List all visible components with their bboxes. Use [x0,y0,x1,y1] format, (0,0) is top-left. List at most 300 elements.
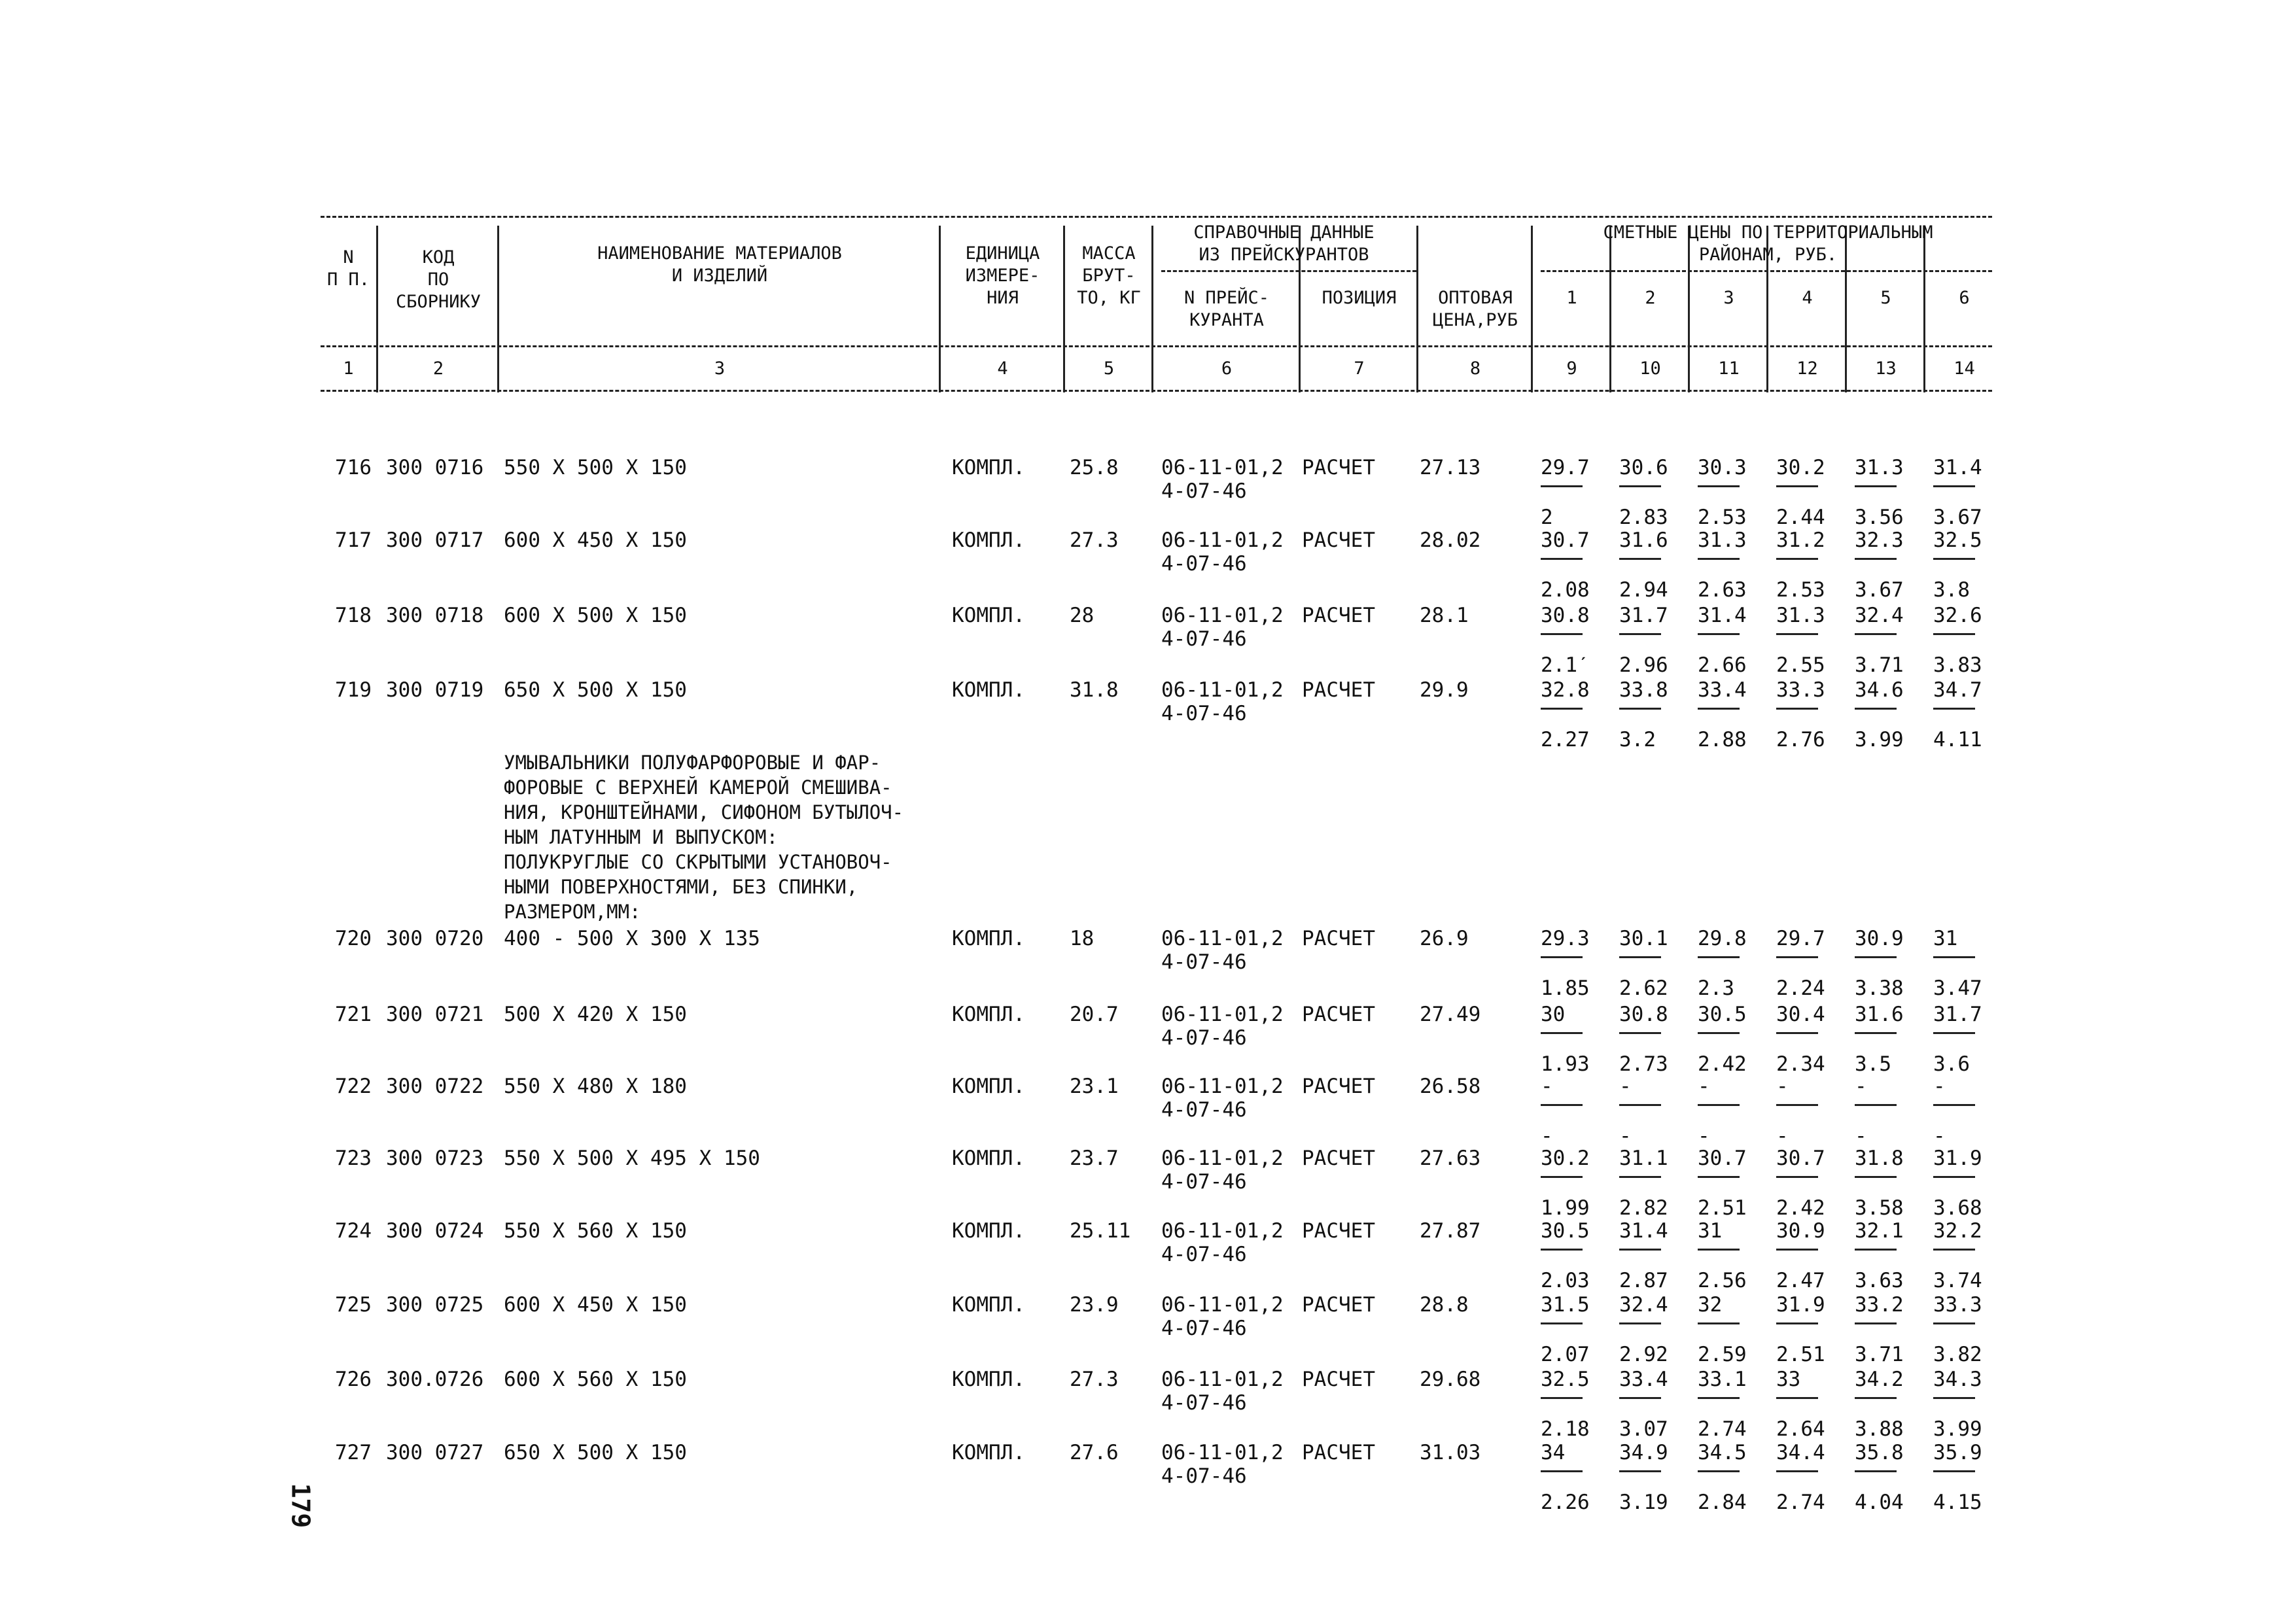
row-unit: КОМПЛ. [952,1075,1025,1098]
region-price-2: 3.68 [1933,1196,1982,1220]
region-price: 30.5 [1541,1219,1590,1243]
row-number: 725 [335,1293,372,1317]
row-mass: 27.6 [1070,1441,1119,1464]
region-price: 33.8 [1619,678,1668,702]
header-ref-data: ИЗ ПРЕЙСКУРАНТОВ [1199,245,1369,265]
fraction-bar [1855,1397,1897,1399]
region-price: 30.2 [1776,456,1825,479]
row-pricelist: 06-11-01,2 [1161,1441,1284,1464]
region-price-2: 2.74 [1776,1491,1825,1514]
header-name: НАИМЕНОВАНИЕ МАТЕРИАЛОВ [597,243,842,264]
fraction-bar [1933,1470,1975,1472]
fraction-bar [1698,1397,1740,1399]
row-mass: 23.7 [1070,1147,1119,1170]
fraction-bar [1776,1104,1818,1106]
fraction-bar [1619,1322,1661,1324]
region-price: 30.9 [1776,1219,1825,1243]
region-price: 32.5 [1541,1368,1590,1391]
row-wholesale-price: 31.03 [1420,1441,1481,1464]
region-price-2: 1.85 [1541,976,1590,1000]
row-mass: 23.9 [1070,1293,1119,1317]
header-column-number: 7 [1354,358,1365,379]
region-price-2: 2.83 [1619,506,1668,529]
row-name: 600 X 500 X 150 [504,604,687,627]
region-price: 32.4 [1619,1293,1668,1317]
header-regions: СМЕТНЫЕ ЦЕНЫ ПО ТЕРРИТОРИАЛЬНЫМ [1603,222,1933,243]
header-column-number: 4 [997,358,1008,379]
row-position: РАСЧЕТ [1302,1003,1375,1026]
fraction-bar [1855,485,1897,487]
region-price-2: 2.87 [1619,1269,1668,1292]
row-pricelist-2: 4-07-46 [1161,479,1247,503]
fraction-bar [1619,485,1661,487]
header-code: СБОРНИКУ [395,292,482,312]
header-unit: НИЯ [987,288,1019,308]
row-name: 550 X 560 X 150 [504,1219,687,1243]
region-price-2: 3.19 [1619,1491,1668,1514]
fraction-bar [1933,485,1975,487]
region-price: - [1698,1075,1710,1098]
row-name: 600 X 560 X 150 [504,1368,687,1391]
fraction-bar [1619,558,1661,560]
region-price-2: 2.34 [1776,1052,1825,1076]
region-price: 30.2 [1541,1147,1590,1170]
row-number: 719 [335,678,372,702]
header-pricelist: КУРАНТА [1189,310,1264,330]
row-position: РАСЧЕТ [1302,1293,1375,1317]
fraction-bar [1776,1397,1818,1399]
region-price-2: 3.07 [1619,1417,1668,1441]
row-mass: 25.8 [1070,456,1119,479]
region-price: 32.2 [1933,1219,1982,1243]
region-price-2: - [1698,1124,1710,1148]
region-price-2: 3.38 [1855,976,1904,1000]
row-position: РАСЧЕТ [1302,678,1375,702]
region-price: 32.4 [1855,604,1904,627]
fraction-bar [1776,633,1818,635]
region-price-2: 3.71 [1855,653,1904,677]
row-pricelist: 06-11-01,2 [1161,528,1284,552]
row-code: 300 0727 [386,1441,484,1464]
header-column-number: 8 [1469,358,1481,379]
region-price: 30.7 [1698,1147,1747,1170]
region-price: 29.8 [1698,927,1747,950]
header-region-num: 3 [1723,288,1734,308]
fraction-bar [1855,1032,1897,1034]
region-price-2: 1.93 [1541,1052,1590,1076]
row-code: 300 0718 [386,604,484,627]
region-price: 31.1 [1619,1147,1668,1170]
fraction-bar [1776,558,1818,560]
row-code: 300 0721 [386,1003,484,1026]
fraction-bar [1619,1176,1661,1178]
header-code: ПО [427,269,449,290]
header-column-number: 5 [1103,358,1115,379]
fraction-bar [1933,558,1975,560]
region-price-2: 2.42 [1698,1052,1747,1076]
region-price-2: 3.58 [1855,1196,1904,1220]
row-wholesale-price: 27.87 [1420,1219,1481,1243]
fraction-bar [1698,1470,1740,1472]
region-price: 33.3 [1776,678,1825,702]
row-name: 550 X 500 X 495 X 150 [504,1147,760,1170]
fraction-bar [1855,956,1897,958]
region-price: 30.7 [1776,1147,1825,1170]
fraction-bar [1855,1176,1897,1178]
region-price: 31.3 [1776,604,1825,627]
region-price: 30.5 [1698,1003,1747,1026]
row-name: 650 X 500 X 150 [504,1441,687,1464]
region-price-2: 2.03 [1541,1269,1590,1292]
region-price: 31.8 [1855,1147,1904,1170]
fraction-bar [1541,1104,1583,1106]
row-wholesale-price: 26.9 [1420,927,1469,950]
row-number: 718 [335,604,372,627]
region-price: 34.5 [1698,1441,1747,1464]
row-name: 400 - 500 X 300 X 135 [504,927,760,950]
region-price: 30.8 [1619,1003,1668,1026]
row-pricelist: 06-11-01,2 [1161,927,1284,950]
section-note-line: НЫМ ЛАТУННЫМ И ВЫПУСКОМ: [504,826,779,848]
header-column-number: 10 [1639,358,1661,379]
region-price: 30.3 [1698,456,1747,479]
region-price: 31.4 [1619,1219,1668,1243]
region-price: 30.8 [1541,604,1590,627]
fraction-bar [1698,1032,1740,1034]
region-price-2: 2.88 [1698,728,1747,752]
header-ref-data: СПРАВОЧНЫЕ ДАННЫЕ [1193,222,1375,243]
region-price-2: 3.71 [1855,1343,1904,1366]
region-price: 33.4 [1619,1368,1668,1391]
region-price: 32.5 [1933,528,1982,552]
region-price-2: 2.44 [1776,506,1825,529]
region-price: 31.4 [1698,604,1747,627]
row-pricelist: 06-11-01,2 [1161,1075,1284,1098]
row-code: 300 0722 [386,1075,484,1098]
region-price-2: 3.5 [1855,1052,1891,1076]
region-price-2: 3.82 [1933,1343,1982,1366]
row-mass: 18 [1070,927,1095,950]
section-note-line: ПОЛУКРУГЛЫЕ СО СКРЫТЫМИ УСТАНОВОЧ- [504,851,892,873]
header-subrule [1161,270,1416,272]
region-price: 32.8 [1541,678,1590,702]
header-column-number: 12 [1796,358,1818,379]
region-price-2: 3.6 [1933,1052,1970,1076]
region-price-2: 3.99 [1933,1417,1982,1441]
fraction-bar [1541,485,1583,487]
region-price: 31.5 [1541,1293,1590,1317]
region-price: 31.3 [1855,456,1904,479]
region-price-2: 2.56 [1698,1269,1747,1292]
row-pricelist: 06-11-01,2 [1161,1003,1284,1026]
region-price-2: 2.96 [1619,653,1668,677]
fraction-bar [1619,1249,1661,1251]
region-price-2: 3.2 [1619,728,1656,752]
row-pricelist: 06-11-01,2 [1161,1219,1284,1243]
fraction-bar [1855,558,1897,560]
row-pricelist-2: 4-07-46 [1161,950,1247,974]
region-price: 29.7 [1776,927,1825,950]
fraction-bar [1698,1322,1740,1324]
fraction-bar [1933,1032,1975,1034]
region-price: 34.3 [1933,1368,1982,1391]
region-price: 29.3 [1541,927,1590,950]
header-column-number: 3 [714,358,726,379]
region-price-2: 2.3 [1698,976,1734,1000]
row-mass: 27.3 [1070,528,1119,552]
region-price: - [1776,1075,1789,1098]
row-position: РАСЧЕТ [1302,1075,1375,1098]
section-note-line: РАЗМЕРОМ,ММ: [504,901,641,923]
fraction-bar [1933,1249,1975,1251]
region-price-2: 2.07 [1541,1343,1590,1366]
region-price: - [1855,1075,1867,1098]
row-mass: 20.7 [1070,1003,1119,1026]
row-pricelist: 06-11-01,2 [1161,678,1284,702]
region-price-2: 4.11 [1933,728,1982,752]
region-price: 31.6 [1619,528,1668,552]
fraction-bar [1933,708,1975,710]
row-pricelist: 06-11-01,2 [1161,1368,1284,1391]
region-price-2: 3.67 [1855,578,1904,602]
header-column-number: 2 [432,358,444,379]
region-price: 30.6 [1619,456,1668,479]
row-wholesale-price: 27.63 [1420,1147,1481,1170]
row-unit: КОМПЛ. [952,528,1025,552]
fraction-bar [1855,708,1897,710]
fraction-bar [1933,956,1975,958]
row-wholesale-price: 28.02 [1420,528,1481,552]
row-number: 720 [335,927,372,950]
region-price-2: 2.84 [1698,1491,1747,1514]
row-pricelist: 06-11-01,2 [1161,1147,1284,1170]
header-wholesale: ОПТОВАЯ [1438,288,1513,308]
region-price: 30 [1541,1003,1566,1026]
fraction-bar [1776,708,1818,710]
row-name: 600 X 450 X 150 [504,1293,687,1317]
row-pricelist-2: 4-07-46 [1161,1391,1247,1415]
section-note-line: ФОРОВЫЕ С ВЕРХНЕЙ КАМЕРОЙ СМЕШИВА- [504,776,892,799]
row-number: 721 [335,1003,372,1026]
header-column-number: 9 [1566,358,1577,379]
row-wholesale-price: 27.13 [1420,456,1481,479]
header-unit: ЕДИНИЦА [965,243,1040,264]
header-mass: ТО, КГ [1077,288,1141,308]
row-position: РАСЧЕТ [1302,528,1375,552]
fraction-bar [1619,1470,1661,1472]
region-price-2: 3.99 [1855,728,1904,752]
region-price: 31.9 [1933,1147,1982,1170]
region-price: 31.6 [1855,1003,1904,1026]
row-unit: КОМПЛ. [952,604,1025,627]
fraction-bar [1541,1470,1583,1472]
fraction-bar [1855,1249,1897,1251]
region-price: 33.1 [1698,1368,1747,1391]
fraction-bar [1541,1397,1583,1399]
region-price: 33.4 [1698,678,1747,702]
row-unit: КОМПЛ. [952,1003,1025,1026]
row-unit: КОМПЛ. [952,678,1025,702]
row-mass: 31.8 [1070,678,1119,702]
region-price: 32 [1698,1293,1723,1317]
region-price-2: 2.53 [1776,578,1825,602]
row-pricelist-2: 4-07-46 [1161,1098,1247,1122]
region-price: 35.9 [1933,1441,1982,1464]
region-price-2: 3.74 [1933,1269,1982,1292]
fraction-bar [1776,1322,1818,1324]
row-pricelist-2: 4-07-46 [1161,627,1247,651]
fraction-bar [1855,1470,1897,1472]
fraction-bar [1698,1104,1740,1106]
row-wholesale-price: 29.9 [1420,678,1469,702]
fraction-bar [1541,1249,1583,1251]
region-price-2: 3.67 [1933,506,1982,529]
row-mass: 23.1 [1070,1075,1119,1098]
row-code: 300 0724 [386,1219,484,1243]
region-price: 31.7 [1619,604,1668,627]
region-price: 34 [1541,1441,1566,1464]
region-price-2: 2.55 [1776,653,1825,677]
fraction-bar [1933,1104,1975,1106]
row-name: 500 X 420 X 150 [504,1003,687,1026]
row-pricelist: 06-11-01,2 [1161,1293,1284,1317]
section-note-line: НИЯ, КРОНШТЕЙНАМИ, СИФОНОМ БУТЫЛОЧ- [504,801,904,823]
fraction-bar [1776,1249,1818,1251]
header-separator [1416,226,1418,392]
region-price-2: 2.74 [1698,1417,1747,1441]
fraction-bar [1855,1322,1897,1324]
header-rule [321,216,1992,218]
row-code: 300 0717 [386,528,484,552]
region-price-2: 2.27 [1541,728,1590,752]
header-unit: ИЗМЕРЕ- [965,266,1040,286]
region-price-2: 3.47 [1933,976,1982,1000]
row-mass: 27.3 [1070,1368,1119,1391]
region-price-2: 1.99 [1541,1196,1590,1220]
region-price-2: 2.51 [1776,1343,1825,1366]
fraction-bar [1776,1032,1818,1034]
region-price-2: - [1541,1124,1553,1148]
row-number: 727 [335,1441,372,1464]
fraction-bar [1698,956,1740,958]
region-price: 29.7 [1541,456,1590,479]
fraction-bar [1541,633,1583,635]
row-pricelist: 06-11-01,2 [1161,456,1284,479]
header-column-number: 13 [1875,358,1897,379]
row-code: 300 0719 [386,678,484,702]
row-mass: 28 [1070,604,1095,627]
region-price: 34.4 [1776,1441,1825,1464]
region-price-2: 2.63 [1698,578,1747,602]
section-note-line: НЫМИ ПОВЕРХНОСТЯМИ, БЕЗ СПИНКИ, [504,876,858,898]
row-pricelist-2: 4-07-46 [1161,1026,1247,1050]
fraction-bar [1933,1397,1975,1399]
row-number: 726 [335,1368,372,1391]
region-price-2: 2.66 [1698,653,1747,677]
fraction-bar [1776,485,1818,487]
row-wholesale-price: 28.1 [1420,604,1469,627]
header-regions: РАЙОНАМ, РУБ. [1698,245,1838,265]
region-price-2: 2.42 [1776,1196,1825,1220]
header-mass: МАССА [1082,243,1136,264]
row-pricelist-2: 4-07-46 [1161,702,1247,725]
header-pricelist: N ПРЕЙС- [1183,288,1270,308]
fraction-bar [1698,1249,1740,1251]
row-code: 300 0716 [386,456,484,479]
row-unit: КОМПЛ. [952,456,1025,479]
region-price-2: 3.83 [1933,653,1982,677]
header-separator [1531,226,1533,392]
fraction-bar [1541,1032,1583,1034]
header-position: ПОЗИЦИЯ [1322,288,1397,308]
fraction-bar [1541,708,1583,710]
row-unit: КОМПЛ. [952,1368,1025,1391]
region-price-2: - [1933,1124,1946,1148]
region-price: 30.7 [1541,528,1590,552]
fraction-bar [1541,956,1583,958]
region-price-2: - [1619,1124,1632,1148]
row-pricelist: 06-11-01,2 [1161,604,1284,627]
region-price: 31.2 [1776,528,1825,552]
row-number: 722 [335,1075,372,1098]
header-region-num: 2 [1645,288,1656,308]
region-price: 33 [1776,1368,1801,1391]
region-price-2: 4.15 [1933,1491,1982,1514]
fraction-bar [1619,1104,1661,1106]
region-price-2: 2.76 [1776,728,1825,752]
header-column-number: 1 [343,358,354,379]
region-price-2: 2.94 [1619,578,1668,602]
region-price-2: 4.04 [1855,1491,1904,1514]
row-number: 723 [335,1147,372,1170]
region-price: 31 [1933,927,1958,950]
row-name: 550 X 480 X 180 [504,1075,687,1098]
region-price-2: 3.88 [1855,1417,1904,1441]
header-code: КОД [422,247,455,268]
row-wholesale-price: 26.58 [1420,1075,1481,1098]
region-price: 31 [1698,1219,1723,1243]
fraction-bar [1776,956,1818,958]
fraction-bar [1619,708,1661,710]
row-position: РАСЧЕТ [1302,1219,1375,1243]
region-price-2: 2.92 [1619,1343,1668,1366]
region-price: 30.4 [1776,1003,1825,1026]
header-region-num: 5 [1880,288,1891,308]
region-price: 31.4 [1933,456,1982,479]
fraction-bar [1619,1032,1661,1034]
header-column-number: 6 [1221,358,1233,379]
row-mass: 25.11 [1070,1219,1131,1243]
row-pricelist-2: 4-07-46 [1161,1464,1247,1488]
fraction-bar [1698,558,1740,560]
region-price-2: 3.8 [1933,578,1970,602]
region-price-2: 3.63 [1855,1269,1904,1292]
row-unit: КОМПЛ. [952,927,1025,950]
row-wholesale-price: 29.68 [1420,1368,1481,1391]
region-price: 33.3 [1933,1293,1982,1317]
region-price-2: 2.82 [1619,1196,1668,1220]
region-price-2: 2.59 [1698,1343,1747,1366]
row-wholesale-price: 27.49 [1420,1003,1481,1026]
fraction-bar [1619,1397,1661,1399]
header-rule [321,345,1992,347]
fraction-bar [1933,1176,1975,1178]
header-region-num: 4 [1802,288,1813,308]
region-price-2: 2.18 [1541,1417,1590,1441]
header-separator [497,226,499,392]
header-mass: БРУТ- [1082,266,1136,286]
region-price-2: 2.1ˊ [1541,653,1590,677]
